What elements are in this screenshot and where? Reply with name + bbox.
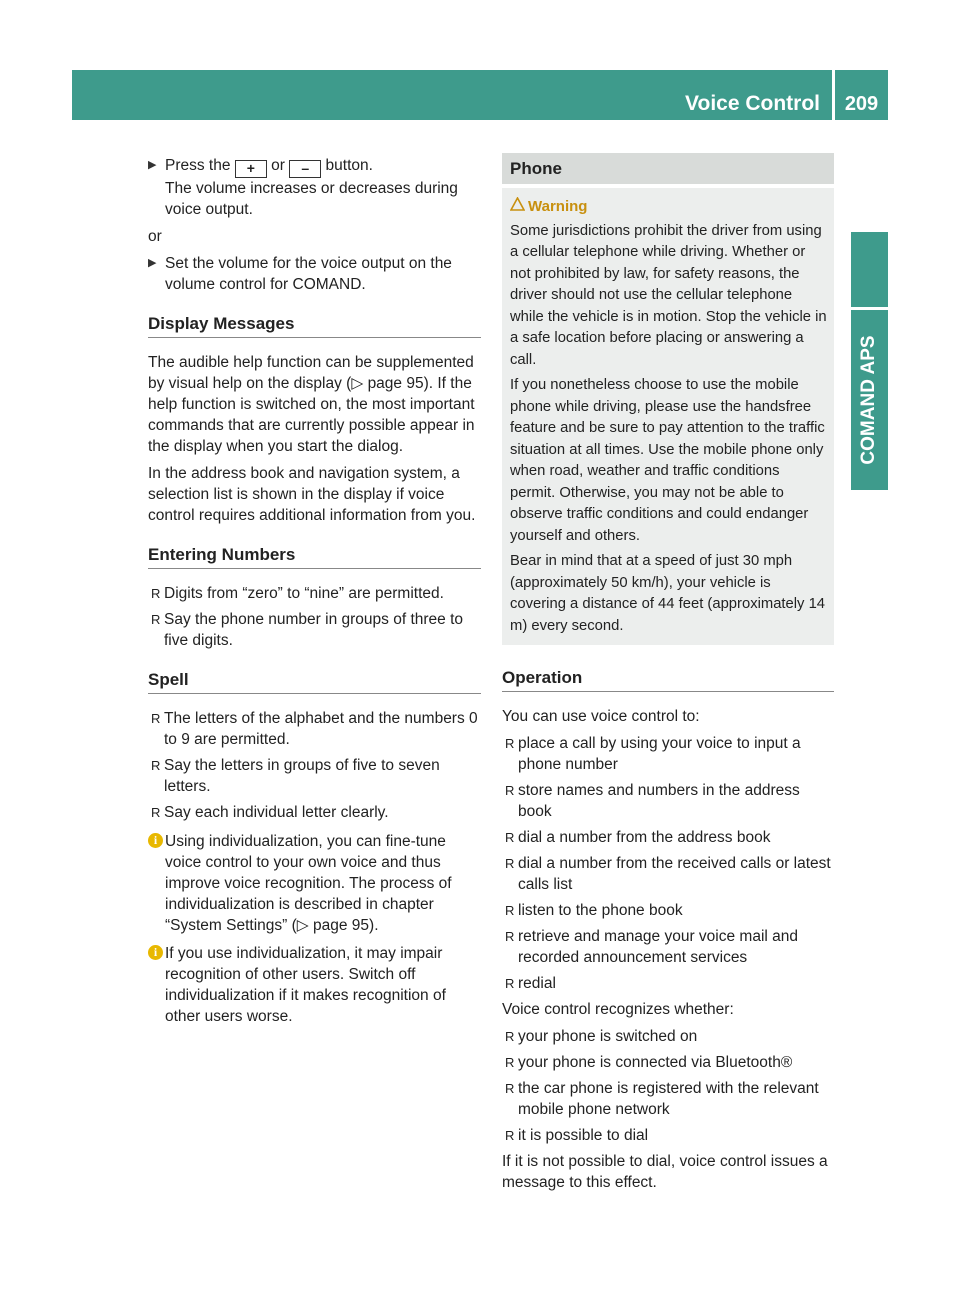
bullet-icon: R bbox=[505, 783, 515, 798]
list-item bbox=[502, 733, 834, 775]
list-item-text: Say each individual letter clearly. bbox=[164, 804, 389, 821]
right-column bbox=[502, 153, 834, 1199]
list-item bbox=[502, 780, 834, 822]
paragraph: The audible help function can be supplemented by visual help on the display (▷ page 95). If the help function is switched on, the most important commands that are currently possible appear in the display when you start the dialog. bbox=[148, 354, 475, 455]
bullet-icon: R bbox=[151, 586, 161, 601]
warning-triangle-icon bbox=[510, 196, 528, 218]
info-icon: i bbox=[148, 833, 163, 848]
list-item bbox=[148, 583, 481, 604]
list-item-text: place a call by using your voice to input a phone number bbox=[518, 735, 801, 773]
list-item-text: The letters of the alphabet and the numbers 0 to 9 are permitted. bbox=[164, 710, 478, 748]
list-item-text: retrieve and manage your voice mail and recorded announcement services bbox=[518, 928, 799, 966]
warning-title: Warning bbox=[528, 198, 588, 215]
step-result: The volume increases or decreases during voice output. bbox=[165, 180, 458, 218]
list-item bbox=[502, 1125, 834, 1146]
step-text: Set the volume for the voice output on the volume control for COMAND. bbox=[165, 255, 452, 293]
list-item bbox=[502, 827, 834, 848]
info-icon: i bbox=[148, 945, 163, 960]
list-item bbox=[502, 1026, 834, 1047]
paragraph: You can use voice control to: bbox=[502, 708, 700, 725]
list-item bbox=[148, 755, 481, 797]
info-text: If you use individualization, it may impair recognition of other users. Switch off individualization if it makes recognition of other users worse. bbox=[165, 945, 446, 1025]
list-item-text: Say the phone number in groups of three to five digits. bbox=[164, 611, 464, 649]
side-tab-top bbox=[851, 232, 888, 307]
section-title-phone: Phone bbox=[502, 153, 834, 184]
list-item-text: your phone is switched on bbox=[518, 1028, 698, 1045]
step-volume-control bbox=[148, 253, 481, 295]
bullet-icon: R bbox=[505, 1128, 515, 1143]
bullet-icon: R bbox=[505, 736, 515, 751]
bullet-icon: R bbox=[505, 929, 515, 944]
or-text: or bbox=[148, 228, 162, 245]
list-item-text: listen to the phone book bbox=[518, 902, 683, 919]
header-bar bbox=[72, 70, 832, 120]
list-item-text: your phone is connected via Bluetooth® bbox=[518, 1054, 793, 1071]
step-text: or bbox=[271, 157, 285, 174]
step-text: Press the bbox=[165, 157, 231, 174]
warning-paragraph: Bear in mind that at a speed of just 30 mph (approximately 50 km/h), your vehicle is covering a distance of 44 feet (approximately 14 m) every second. bbox=[510, 553, 826, 634]
step-volume-buttons bbox=[148, 155, 481, 178]
warning-heading bbox=[510, 196, 827, 218]
paragraph: In the address book and navigation system, a selection list is shown in the display if voice control requires additional information from you. bbox=[148, 465, 476, 524]
section-title-display-messages: Display Messages bbox=[148, 313, 481, 338]
list-item bbox=[502, 853, 834, 895]
section-title-entering-numbers: Entering Numbers bbox=[148, 544, 481, 569]
list-item-text: it is possible to dial bbox=[518, 1127, 649, 1144]
list-item-text: store names and numbers in the address book bbox=[518, 782, 800, 820]
list-item-text: the car phone is registered with the relevant mobile phone network bbox=[518, 1080, 819, 1118]
bullet-icon: R bbox=[505, 856, 515, 871]
warning-box bbox=[502, 188, 834, 645]
warning-paragraph: If you nonetheless choose to use the mobile phone while driving, please use the handsfree feature and be sure to pay attention to the traffic situation at all times. Use the mobile phone only when road, weather and traffic conditions permit. Otherwise, you may not be able to observe traffic conditions and could endanger yourself and others. bbox=[510, 377, 825, 544]
list-item-text: Say the letters in groups of five to seven letters. bbox=[164, 757, 440, 795]
list-item bbox=[148, 708, 481, 750]
left-column bbox=[148, 155, 481, 1034]
bullet-icon: R bbox=[505, 1081, 515, 1096]
bullet-icon: R bbox=[151, 711, 161, 726]
list-item bbox=[502, 1052, 834, 1073]
section-title-operation: Operation bbox=[502, 667, 834, 692]
list-item bbox=[502, 926, 834, 968]
page-number: 209 bbox=[844, 93, 879, 115]
list-item bbox=[502, 973, 834, 994]
page-number-box bbox=[835, 70, 888, 120]
list-item-text: dial a number from the address book bbox=[518, 829, 771, 846]
bullet-icon: R bbox=[505, 830, 515, 845]
list-item-text: redial bbox=[518, 975, 556, 992]
paragraph: If it is not possible to dial, voice control issues a message to this effect. bbox=[502, 1153, 828, 1191]
list-item bbox=[502, 900, 834, 921]
bullet-icon: R bbox=[151, 612, 161, 627]
bullet-icon: R bbox=[505, 976, 515, 991]
bullet-icon: R bbox=[151, 758, 161, 773]
bullet-icon: R bbox=[505, 903, 515, 918]
section-title-spell: Spell bbox=[148, 669, 481, 694]
info-note bbox=[148, 831, 481, 936]
paragraph: Voice control recognizes whether: bbox=[502, 1001, 734, 1018]
side-tab-label: COMAND APS bbox=[858, 335, 879, 465]
info-text: Using individualization, you can fine-tune voice control to your own voice and thus improve voice recognition. The process of individualization is described in chapter “System Settings” (▷ page 95). bbox=[165, 833, 452, 934]
page-title: Voice Control bbox=[685, 92, 820, 115]
list-item bbox=[148, 802, 481, 823]
list-item-text: dial a number from the received calls or latest calls list bbox=[518, 855, 831, 893]
bullet-icon: R bbox=[505, 1029, 515, 1044]
step-arrow-icon: ▶ bbox=[148, 159, 157, 171]
list-item bbox=[502, 1078, 834, 1120]
info-note bbox=[148, 943, 481, 1027]
list-item bbox=[148, 609, 481, 651]
plus-button: + bbox=[235, 160, 267, 178]
step-text: button. bbox=[325, 157, 373, 174]
warning-paragraph: Some jurisdictions prohibit the driver from using a cellular telephone while driving. Whether or not prohibited by law, for safety reasons, the driver should not use the cellular telephone while the vehicle is in motion. Stop the vehicle in a safe location before placing or answering a call. bbox=[510, 222, 827, 368]
minus-button: – bbox=[289, 160, 321, 178]
bullet-icon: R bbox=[151, 805, 161, 820]
list-item-text: Digits from “zero” to “nine” are permitted. bbox=[164, 585, 444, 602]
step-arrow-icon: ▶ bbox=[148, 257, 157, 269]
bullet-icon: R bbox=[505, 1055, 515, 1070]
